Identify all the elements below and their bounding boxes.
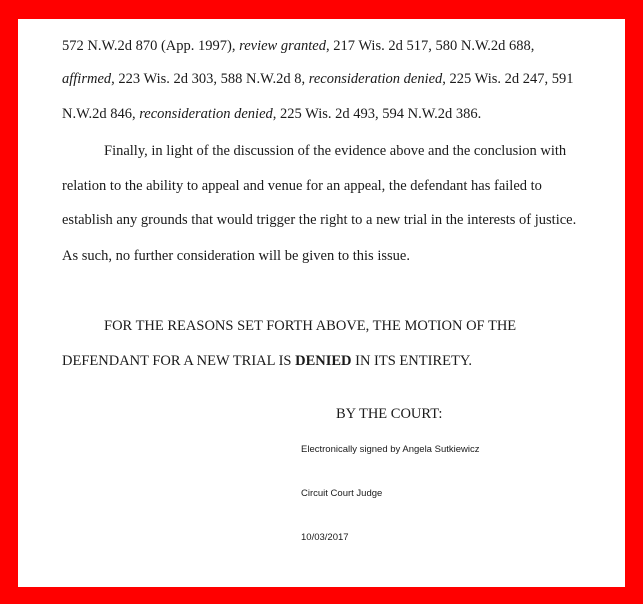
citation-italic: review granted [239,38,326,54]
electronic-signature: Electronically signed by Angela Sutkiewicz [301,444,480,455]
paragraph-line: relation to the ability to appeal and venue for an appeal, the defendant has failed to [62,178,542,194]
citation-line-1 [62,39,534,54]
citation-italic: affirmed [62,71,112,87]
order-text: DEFENDANT FOR A NEW TRIAL IS [62,353,296,369]
judge-title: Circuit Court Judge [301,488,383,499]
denied-bold: DENIED [295,353,352,369]
order-text: IN ITS ENTIRETY. [351,353,473,369]
citation-line-3 [62,107,481,122]
signature-date: 10/03/2017 [301,532,349,543]
order-line-2 [62,354,472,369]
paragraph-line: Finally, in light of the discussion of the evidence above and the conclusion with [104,143,567,159]
paragraph-line: establish any grounds that would trigger the right to a new trial in the interests of justice. [62,212,577,228]
citation-text: , 225 Wis. 2d 493, 594 N.W.2d 386. [272,106,482,122]
citation-text: , 223 Wis. 2d 303, 588 N.W.2d 8, [111,71,309,87]
citation-line-2 [62,72,574,87]
citation-text: , 225 Wis. 2d 247, 591 [442,71,574,87]
paragraph-line: As such, no further consideration will be given to this issue. [62,248,410,264]
by-the-court: BY THE COURT: [336,406,443,422]
citation-italic: reconsideration denied [308,71,443,87]
citation-text: 572 N.W.2d 870 (App. 1997), [62,38,240,54]
order-line-1: FOR THE REASONS SET FORTH ABOVE, THE MOTION OF THE [104,318,517,334]
citation-italic: reconsideration denied [139,106,273,122]
document-page [18,19,625,587]
citation-text: N.W.2d 846, [62,106,140,122]
citation-text: , 217 Wis. 2d 517, 580 N.W.2d 688, [325,38,535,54]
